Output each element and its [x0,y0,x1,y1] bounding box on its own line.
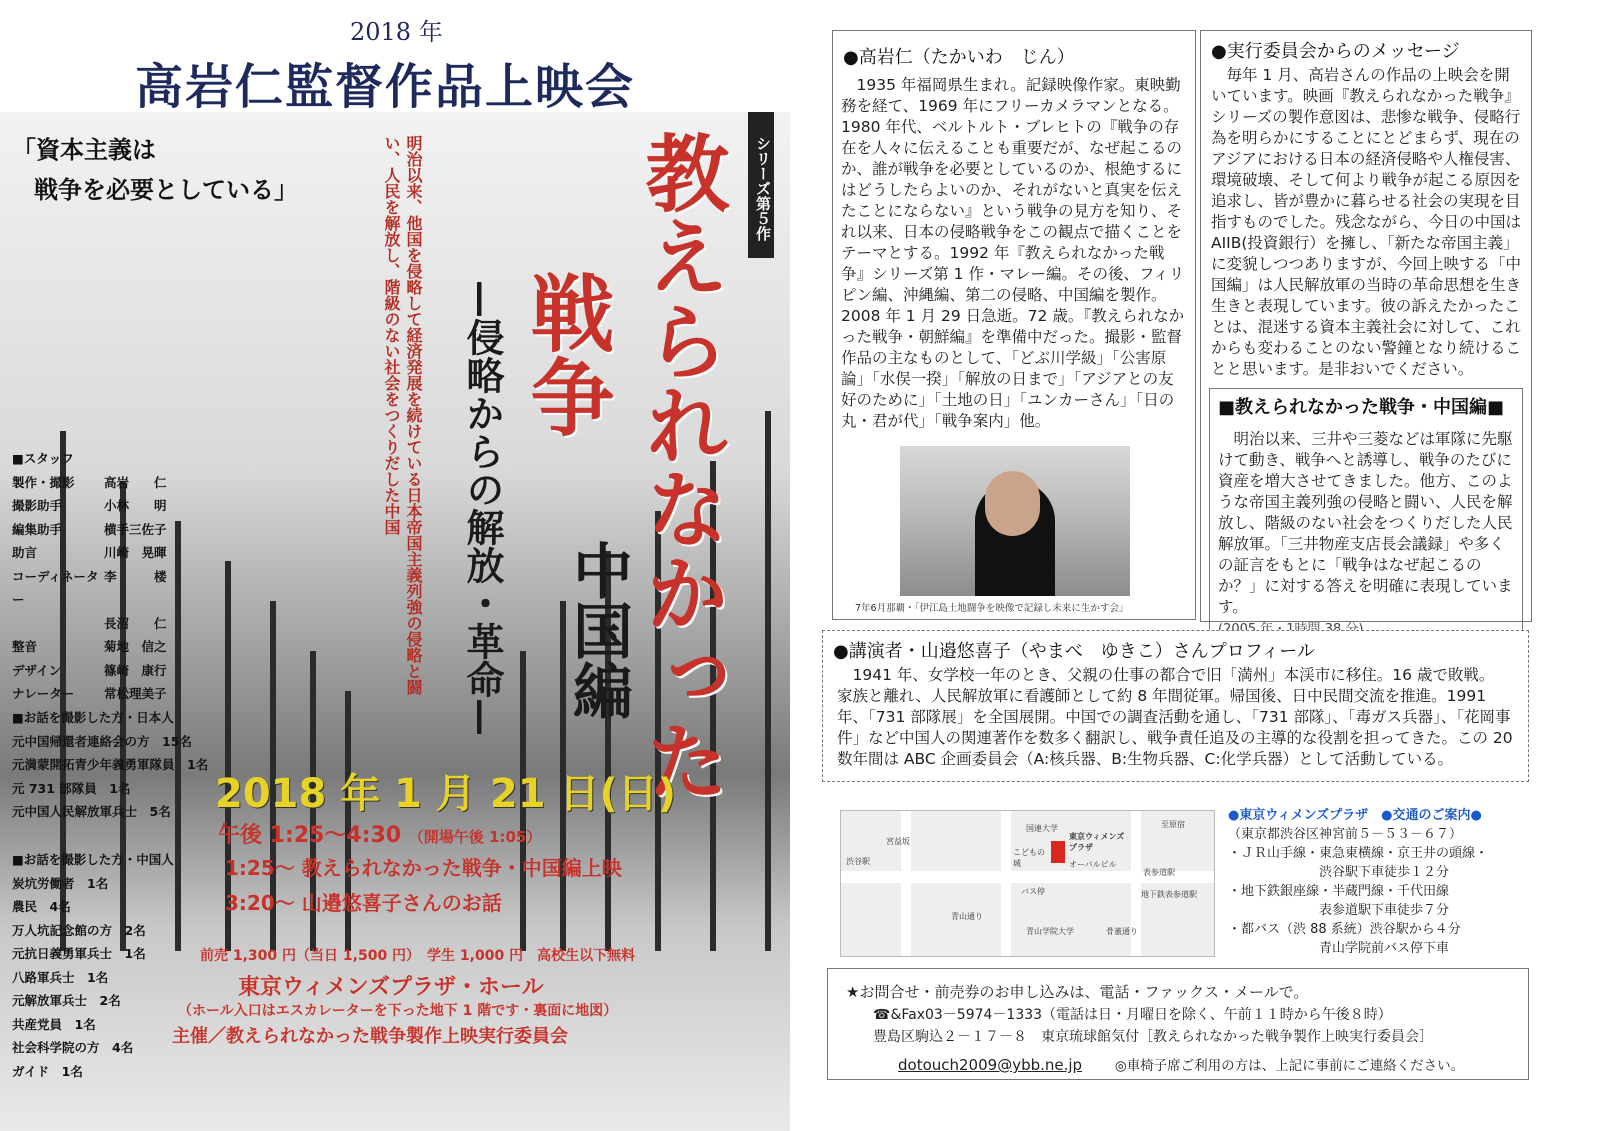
map-label-omotesando: 表参道駅 [1143,868,1175,877]
staff-name: 李 楼 [104,568,167,584]
staff-row [12,612,202,636]
staff-role: ナレーター [12,686,75,701]
staff-name: 高岩 仁 [104,474,167,490]
bio-body: 1935 年福岡県生まれ。記録映像作家。東映勤務を経て、1969 年にフリーカメラマンとなる。 1980 年代、ベルトルト・ブレヒトの『戦争の存在を人々に伝えることも重要だが、なぜ起こるのか、誰が戦争を必要としているのか、根絶するにはどうしたらよいのか、それがないと真実を伝えたことにならない』という戦争の見方を知り、それ以来、日本の侵略戦争をこの観点で描くことをテーマとする。1992 年『教えられなかった戦争』シリーズ第 1 作・マレー編。その後、フィリピン編、沖縄編、第二の侵略、中国編を製作。 2008 年 1 月 29 日急逝。72 歳。『教えられなかった戦争・朝鮮編』を準備中だった。撮影・監督作品の主なものとして、「どぶ川学級」「公害原論」「水俣一揆」「解放の日まで」「アジアとの友好のために」「土地の日」「ユンカーさん」「日の丸・君が代」「戦争案内」他。 [841,76,1187,430]
jp-person: 元満蒙開拓青少年義勇軍隊員 1名 [12,757,209,772]
staff-row [12,494,202,518]
poster-year: 2018 年 [350,18,443,46]
event-time [218,818,541,849]
jp-person: 元 731 部隊員 1名 [12,780,131,796]
staff-role: 編集助手 [12,521,63,537]
cn-person: ガイド 1名 [12,1063,83,1079]
cn-person: 農民 4名 [12,899,71,914]
cn-person: 元抗日義勇軍兵士 1名 [12,946,146,961]
staff-name: 菊地 信之 [104,639,167,654]
message-heading: ●実行委員会からのメッセージ [1211,41,1460,62]
access-address: （東京都渋谷区神宮前５－５３－６７） [1228,827,1463,842]
access-lines [1228,844,1528,958]
staff-row [12,541,202,565]
map-label-kotto-dori: 骨董通り [1106,927,1138,936]
staff-name: 長沼 仁 [104,615,167,631]
contact-email[interactable]: dotouch2009@ybb.ne.jp [898,1056,1083,1074]
program-item-1: 1:25～ 教えられなかった戦争・中国編上映 [225,856,622,880]
staff-name: 川崎 晃暉 [104,545,167,560]
venue-marker [1051,841,1065,863]
photo-caption: 7年6月那覇・「伊江島土地闘争を映像で記録し未来に生かす会」 [855,603,1129,614]
cn-person: 炭坑労働者 1名 [12,875,109,891]
synopsis-box [1209,388,1523,644]
cn-person: 元解放軍兵士 2名 [12,993,121,1008]
poster-vertical-description: 明治以来、他国を侵略して経済発展を続けている日本帝国主義列強の侵略と闘い、人民を解放し、階級のない社会をつくりだした中国 [382,135,423,695]
event-poster [0,0,790,1131]
access-line: ・ＪＲ山手線・東急東横線・京王井の頭線・ [1228,846,1489,861]
jp-person: 元中国帰還者連絡会の方 15名 [12,733,192,749]
map-label-womens-plaza: 東京ウィメンズプラザ [1069,832,1125,852]
cn-heading: ■お話を撮影した方・中国人 [12,852,174,867]
staff-name: 篠崎 康行 [104,662,167,678]
staff-list [12,471,202,706]
staff-role [12,612,104,636]
map-road-mid [1001,811,1011,956]
staff-row [12,565,202,612]
access-line: ・地下鉄銀座線・半蔵門線・千代田線 [1228,884,1450,899]
film-title-war: 戦争 [517,270,616,438]
contact-phone-fax: ☎&Fax03－5974－1333（電話は日・月曜日を除く、午前１１時から午後８時） [873,1007,1392,1023]
profile-body: 1941 年、女学校一年のとき、父親の仕事の都合で旧「満州」本渓市に移住。16 歳で敗戦。 家族と離れ、人民解放軍に看護師として約 8 年間従軍。帰国後、日中民間交流を推進。1991 年、「731 部隊展」を全国展開。中国での調査活動を通し、「731 部隊」、「毒ガス兵器」、「花岡事件」など中国人の関連著作を数多く翻訳し、戦争責任追及の主導的な役割を担ってきた。この 20 数年間は ABC 企画委員会（A:核兵器、B:生物兵器、C:化学兵器）として活動している。 [837,666,1513,768]
staff-name: 常松理美子 [104,686,167,701]
jp-heading: ■お話を撮影した方・日本人 [12,710,174,725]
contact-box [827,968,1529,1080]
series-badge: シリーズ第５作 [748,112,774,258]
staff-row [12,659,202,683]
map-label-un-university: 国連大学 [1026,824,1058,833]
poster-quote [12,130,298,210]
poster-main-title: 高岩仁監督作品上映会 [135,59,636,115]
contact-address: 豊島区駒込２－１７－８ 東京琉球館気付［教えられなかった戦争製作上映実行委員会］ [873,1029,1433,1045]
staff-row [12,518,202,542]
venue-note: （ホール入口はエスカレーターを下った地下 1 階です・裏面に地図） [178,1003,618,1019]
jp-person: 元中国人民解放軍兵士 5名 [12,804,171,819]
access-line: 青山学院前バス停下車 [1228,941,1450,956]
access-map [840,810,1215,957]
map-label-kodomo-no-shiro: こどもの城 [1013,848,1045,868]
cn-person: 八路軍兵士 1名 [12,969,109,985]
staff-role: 助言 [12,545,38,560]
cn-person: 万人坑記念館の方 2名 [12,922,146,938]
staff-role: 製作・撮影 [12,474,75,490]
map-label-aoyama-gakuin: 青山学院大学 [1026,927,1074,936]
quote-line-2: 戦争を必要としている」 [34,176,298,204]
synopsis-body: 明治以来、三井や三菱などは軍隊に先駆けて動き、戦争へと誘導し、戦争のたびに資産を増大させてきました。他方、このような帝国主義列強の侵略と闘い、人民を解放し、階級のない社会をつくりだした人民解放軍。「三井物産支店長会議録」や多くの証言をもとに「戦争はなぜ起こるのか？」に対する答えを明確に表現しています。 [1218,430,1513,616]
access-info [1228,806,1528,958]
director-face [985,471,1040,536]
bio-heading: ●高岩仁（たかいわ じん） [843,47,1075,68]
staff-row [12,635,202,659]
film-subtitle: —侵略からの解放・革命— [460,280,505,736]
film-chapter: 中国編 [563,540,633,720]
map-label-bus-stop: バス停 [1021,887,1045,896]
staff-role: 撮影助手 [12,498,63,513]
staff-row [12,471,202,495]
speaker-profile-box [822,630,1529,782]
access-heading: ●東京ウィメンズプラザ ●交通のご案内● [1228,808,1482,823]
access-line: 渋谷駅下車徒歩１２分 [1228,865,1450,880]
cn-list [12,872,212,1084]
committee-message-box [1200,30,1532,622]
film-title-main: 教えられなかった [632,130,731,802]
jp-interviewees [12,706,232,824]
staff-heading: ■スタッフ [12,451,74,466]
staff-credits [12,447,202,706]
director-photo [900,446,1130,596]
venue-name: 東京ウィメンズプラザ・ホール [238,975,544,1000]
staff-role: 整音 [12,639,38,654]
message-body: 毎年 1 月、高岩さんの作品の上映会を開いています。映画『教えられなかった戦争』シリーズの製作意図は、悲惨な戦争、侵略行為を明らかにすることにとどまらず、現在のアジアにおける日本の経済侵略や人権侵害、環境破壊、そして何より戦争が起こる原因を追求し、皆が豊かに暮らせる社会の実現を目指すものでした。残念ながら、今日の中国は AIIB(投資銀行）を擁し、「新たな帝国主義」に変貌しつつありますが、今回上映する「中国編」は人民解放軍の当時の革命思想を生き生きと表現しています。彼の訴えたかったことは、混迷する資本主義社会に対して、これからも変わることのない警鐘となり続けることと思います。是非おいでください。 [1211,66,1522,378]
map-label-omotesando-subway: 地下鉄表参道駅 [1141,890,1197,899]
profile-heading: ●講演者・山邉悠喜子（やまべ ゆきこ）さんプロフィール [833,641,1315,662]
map-label-aoyama-dori: 青山通り [951,912,983,921]
map-label-to-harajuku: 至原宿 [1161,820,1185,829]
cn-person: 共産党員 1名 [12,1016,96,1032]
staff-role: デザイン [12,662,62,678]
staff-row [12,682,202,706]
wheelchair-note: ◎車椅子席ご利用の方は、上記に事前にご連絡ください。 [1114,1058,1465,1074]
cn-person: 社会科学院の方 4名 [12,1040,134,1055]
organizer: 主催／教えられなかった戦争製作上映実行委員会 [172,1026,568,1047]
staff-name: 横手三佐子 [104,521,167,537]
synopsis-heading: ■教えられなかった戦争・中国編■ [1218,397,1505,418]
jp-list [12,730,232,824]
map-label-miyamasuzaka: 宮益坂 [886,837,910,846]
doors-open: （開場午後 1:05） [408,828,542,846]
event-date: 2018 年 1 月 21 日(日) [215,771,677,817]
access-line: 表参道駅下車徒歩７分 [1228,903,1450,918]
map-label-shibuya-station: 渋谷駅 [846,857,870,866]
access-line: ・都バス（渋 88 系統）渋谷駅から４分 [1228,922,1461,937]
staff-role: コーディネーター [12,568,99,607]
contact-line-1: ★お問合せ・前売券のお申し込みは、電話・ファックス・メールで。 [846,983,1309,1001]
ticket-price: 前売 1,300 円（当日 1,500 円） 学生 1,000 円 高校生以下無料 [200,948,636,964]
quote-line-1: 「資本主義は [12,136,156,164]
map-label-oval-building: オーバルビル [1069,860,1117,869]
event-time-range: 午後 1:25～4:30 [218,823,402,848]
staff-name: 小林 明 [104,498,167,513]
program-item-2: 3:20～ 山邉悠喜子さんのお話 [225,891,502,915]
map-road-west [901,811,911,956]
